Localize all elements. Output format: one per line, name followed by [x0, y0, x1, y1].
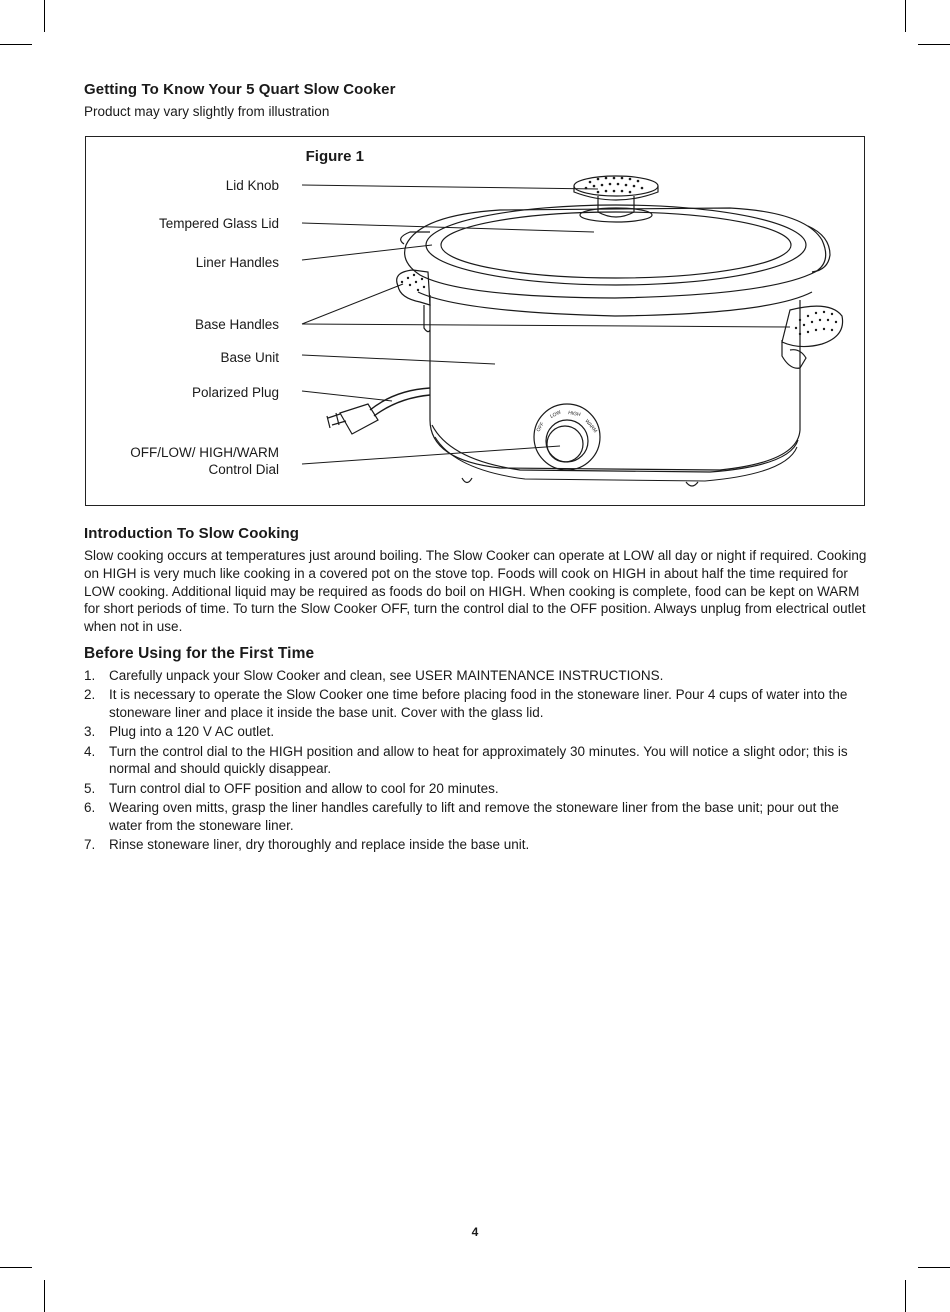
section-subtitle: Product may vary slightly from illustration	[84, 104, 330, 119]
step-number: 1.	[84, 668, 96, 683]
step-number: 4.	[84, 743, 96, 759]
label-lid-knob: Lid Knob	[225, 178, 279, 193]
first-use-steps	[84, 667, 874, 855]
right-liner-handle	[808, 226, 830, 272]
leader-control-dial	[302, 446, 560, 464]
step-text: Turn control dial to OFF position and allow to cool for 20 minutes.	[109, 780, 499, 796]
section-title-getting-to-know: Getting To Know Your 5 Quart Slow Cooker	[84, 81, 396, 98]
list-item	[84, 780, 874, 798]
dial-mark-low: LOW	[549, 409, 563, 420]
leader-glass-lid	[302, 223, 594, 232]
dial-plate	[534, 404, 600, 470]
section-title-introduction: Introduction To Slow Cooking	[84, 525, 299, 542]
leader-liner-handles	[302, 245, 432, 260]
base-body	[430, 295, 800, 470]
label-control-dial-modes: OFF/LOW/ HIGH/WARM	[130, 445, 279, 460]
step-number: 2.	[84, 687, 96, 703]
dial-mark-off: OFF	[535, 421, 546, 433]
step-text: Carefully unpack your Slow Cooker and clean, see USER MAINTENANCE INSTRUCTIONS.	[109, 668, 664, 683]
label-base-unit: Base Unit	[220, 350, 279, 365]
label-control-dial: Control Dial	[208, 462, 279, 477]
leader-polarized-plug	[302, 391, 392, 401]
list-item	[84, 686, 874, 722]
leader-base-unit	[302, 355, 495, 364]
list-item	[84, 836, 874, 854]
step-number: 3.	[84, 724, 96, 740]
label-tempered-glass-lid: Tempered Glass Lid	[158, 216, 279, 231]
leader-base-handle-left	[302, 284, 403, 324]
dial-mark-high: HIGH	[567, 410, 582, 419]
leader-lid-knob	[302, 185, 598, 189]
step-text: Wearing oven mitts, grasp the liner handles carefully to lift and remove the stoneware liner from the base unit; pour out the water from the stoneware liner.	[109, 800, 839, 833]
step-text: Plug into a 120 V AC outlet.	[109, 724, 275, 740]
step-text: Rinse stoneware liner, dry thoroughly and replace inside the base unit.	[109, 837, 530, 853]
right-base-handle	[782, 306, 843, 346]
list-item	[84, 799, 874, 835]
list-item	[84, 743, 874, 779]
base-bottom	[432, 425, 798, 472]
lid-knob-top	[574, 176, 658, 196]
page-number: 4	[471, 1225, 479, 1239]
introduction-paragraph: Slow cooking occurs at temperatures just around boiling. The Slow Cooker can operate at LOW all day or night if required. Cooking on HIGH is very much like cooking in a covered pot on the stove top. Foods will cook on HIGH in about half the time required for LOW cooking. Additional liquid may be required as foods do boil on HIGH. When cooking is complete, food can be kept on WARM for short periods of time. To turn the Slow Cooker OFF, turn the control dial to the OFF position. Always unplug from electrical outlet when not in use.	[84, 548, 867, 635]
label-base-handles: Base Handles	[194, 317, 279, 332]
step-number: 5.	[84, 780, 96, 796]
label-polarized-plug: Polarized Plug	[191, 385, 279, 400]
list-item	[84, 667, 874, 685]
list-item	[84, 723, 874, 741]
step-number: 6.	[84, 800, 96, 816]
step-text: Turn the control dial to the HIGH position and allow to heat for approximately 30 minutes. You will notice a slight odor; this is normal and should quickly disappear.	[109, 743, 848, 777]
label-liner-handles: Liner Handles	[195, 255, 279, 270]
power-cord	[370, 388, 430, 410]
step-text: It is necessary to operate the Slow Cooker one time before placing food in the stoneware liner. Pour 4 cups of water into the stoneware liner and place it inside the base unit. Cover with the glass lid.	[109, 687, 848, 721]
dial-mark-warm: WARM	[583, 418, 599, 435]
leader-base-handle-right	[302, 324, 790, 327]
section-title-before-first-use: Before Using for the First Time	[84, 645, 315, 662]
step-number: 7.	[84, 837, 96, 853]
figure-title: Figure 1	[305, 148, 364, 165]
